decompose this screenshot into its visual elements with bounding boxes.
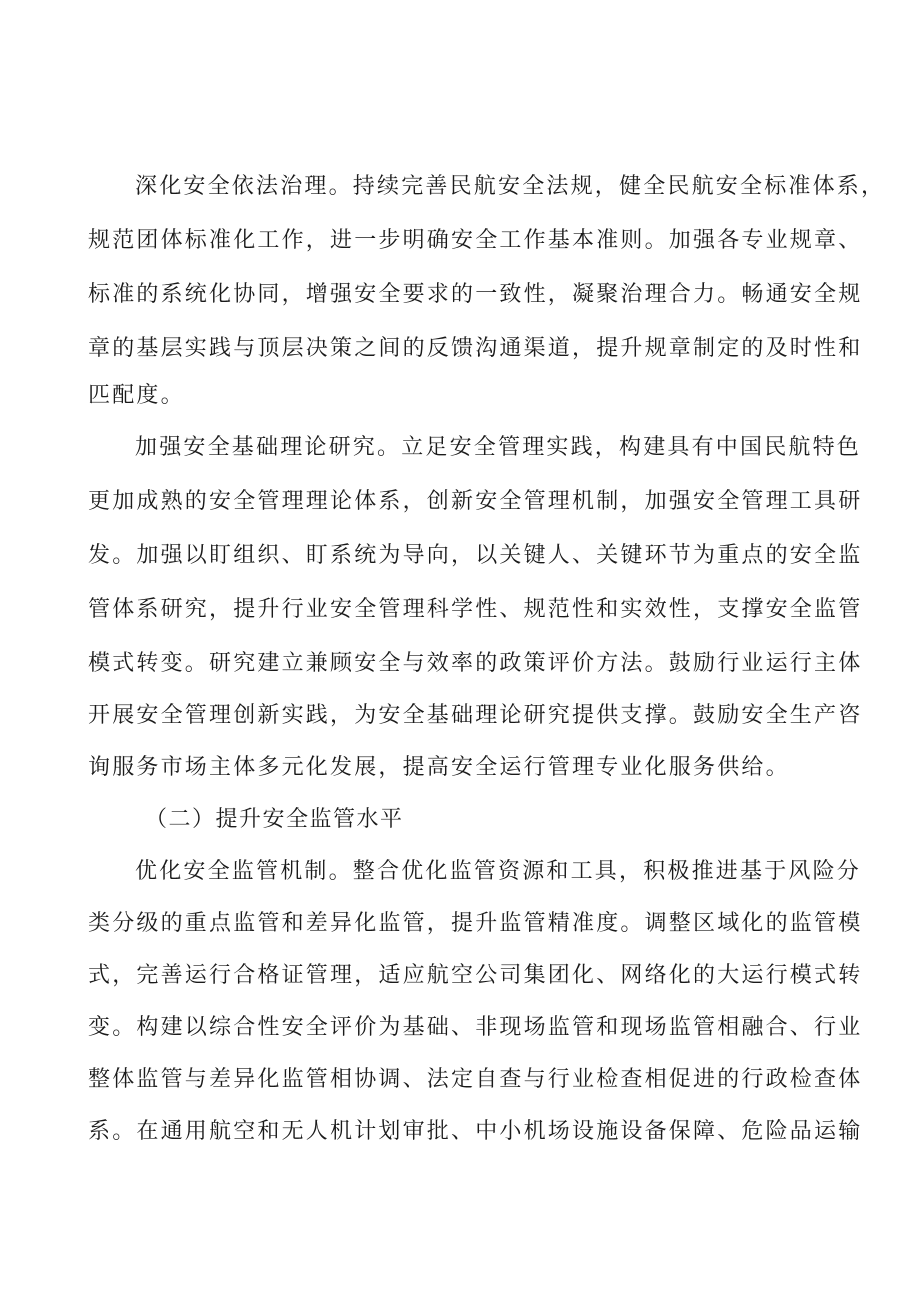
paragraph-3-line-3: 式，完善运行合格证管理，适应航空公司集团化、网络化的大运行模式转 bbox=[88, 963, 863, 988]
paragraph-1-line-2: 规范团体标准化工作，进一步明确安全工作基本准则。加强各专业规章、 bbox=[88, 228, 863, 253]
paragraph-2-line-7: 询服务市场主体多元化发展，提高安全运行管理专业化服务供给。 bbox=[88, 755, 790, 780]
paragraph-2-line-1: 加强安全基础理论研究。立足安全管理实践，构建具有中国民航特色 bbox=[135, 435, 862, 460]
paragraph-2-line-2: 更加成熟的安全管理理论体系，创新安全管理机制，加强安全管理工具研 bbox=[88, 489, 863, 514]
section-heading: （二）提升安全监管水平 bbox=[145, 807, 404, 832]
paragraph-2-line-6: 开展安全管理创新实践，为安全基础理论研究提供支撑。鼓励安全生产咨 bbox=[88, 703, 863, 728]
paragraph-2-line-5: 模式转变。研究建立兼顾安全与效率的政策评价方法。鼓励行业运行主体 bbox=[88, 651, 863, 676]
paragraph-2-line-3: 发。加强以盯组织、盯系统为导向，以关键人、关键环节为重点的安全监 bbox=[88, 543, 863, 568]
paragraph-3-line-6: 系。在通用航空和无人机计划审批、中小机场设施设备保障、危险品运输 bbox=[88, 1119, 863, 1144]
paragraph-1-line-1: 深化安全依法治理。持续完善民航安全法规，健全民航安全标准体系， bbox=[135, 174, 886, 199]
paragraph-3-line-4: 变。构建以综合性安全评价为基础、非现场监管和现场监管相融合、行业 bbox=[88, 1015, 863, 1040]
paragraph-1-line-5: 匹配度。 bbox=[88, 383, 185, 408]
paragraph-1-line-3: 标准的系统化协同，增强安全要求的一致性，凝聚治理合力。畅通安全规 bbox=[88, 282, 863, 307]
paragraph-3-line-1: 优化安全监管机制。整合优化监管资源和工具，积极推进基于风险分 bbox=[135, 859, 862, 884]
paragraph-1-line-4: 章的基层实践与顶层决策之间的反馈沟通渠道，提升规章制定的及时性和 bbox=[88, 336, 863, 361]
paragraph-3-line-5: 整体监管与差异化监管相协调、法定自查与行业检查相促进的行政检查体 bbox=[88, 1067, 863, 1092]
paragraph-3-line-2: 类分级的重点监管和差异化监管，提升监管精准度。调整区域化的监管模 bbox=[88, 911, 863, 936]
paragraph-2-line-4: 管体系研究，提升行业安全管理科学性、规范性和实效性，支撑安全监管 bbox=[88, 597, 863, 622]
